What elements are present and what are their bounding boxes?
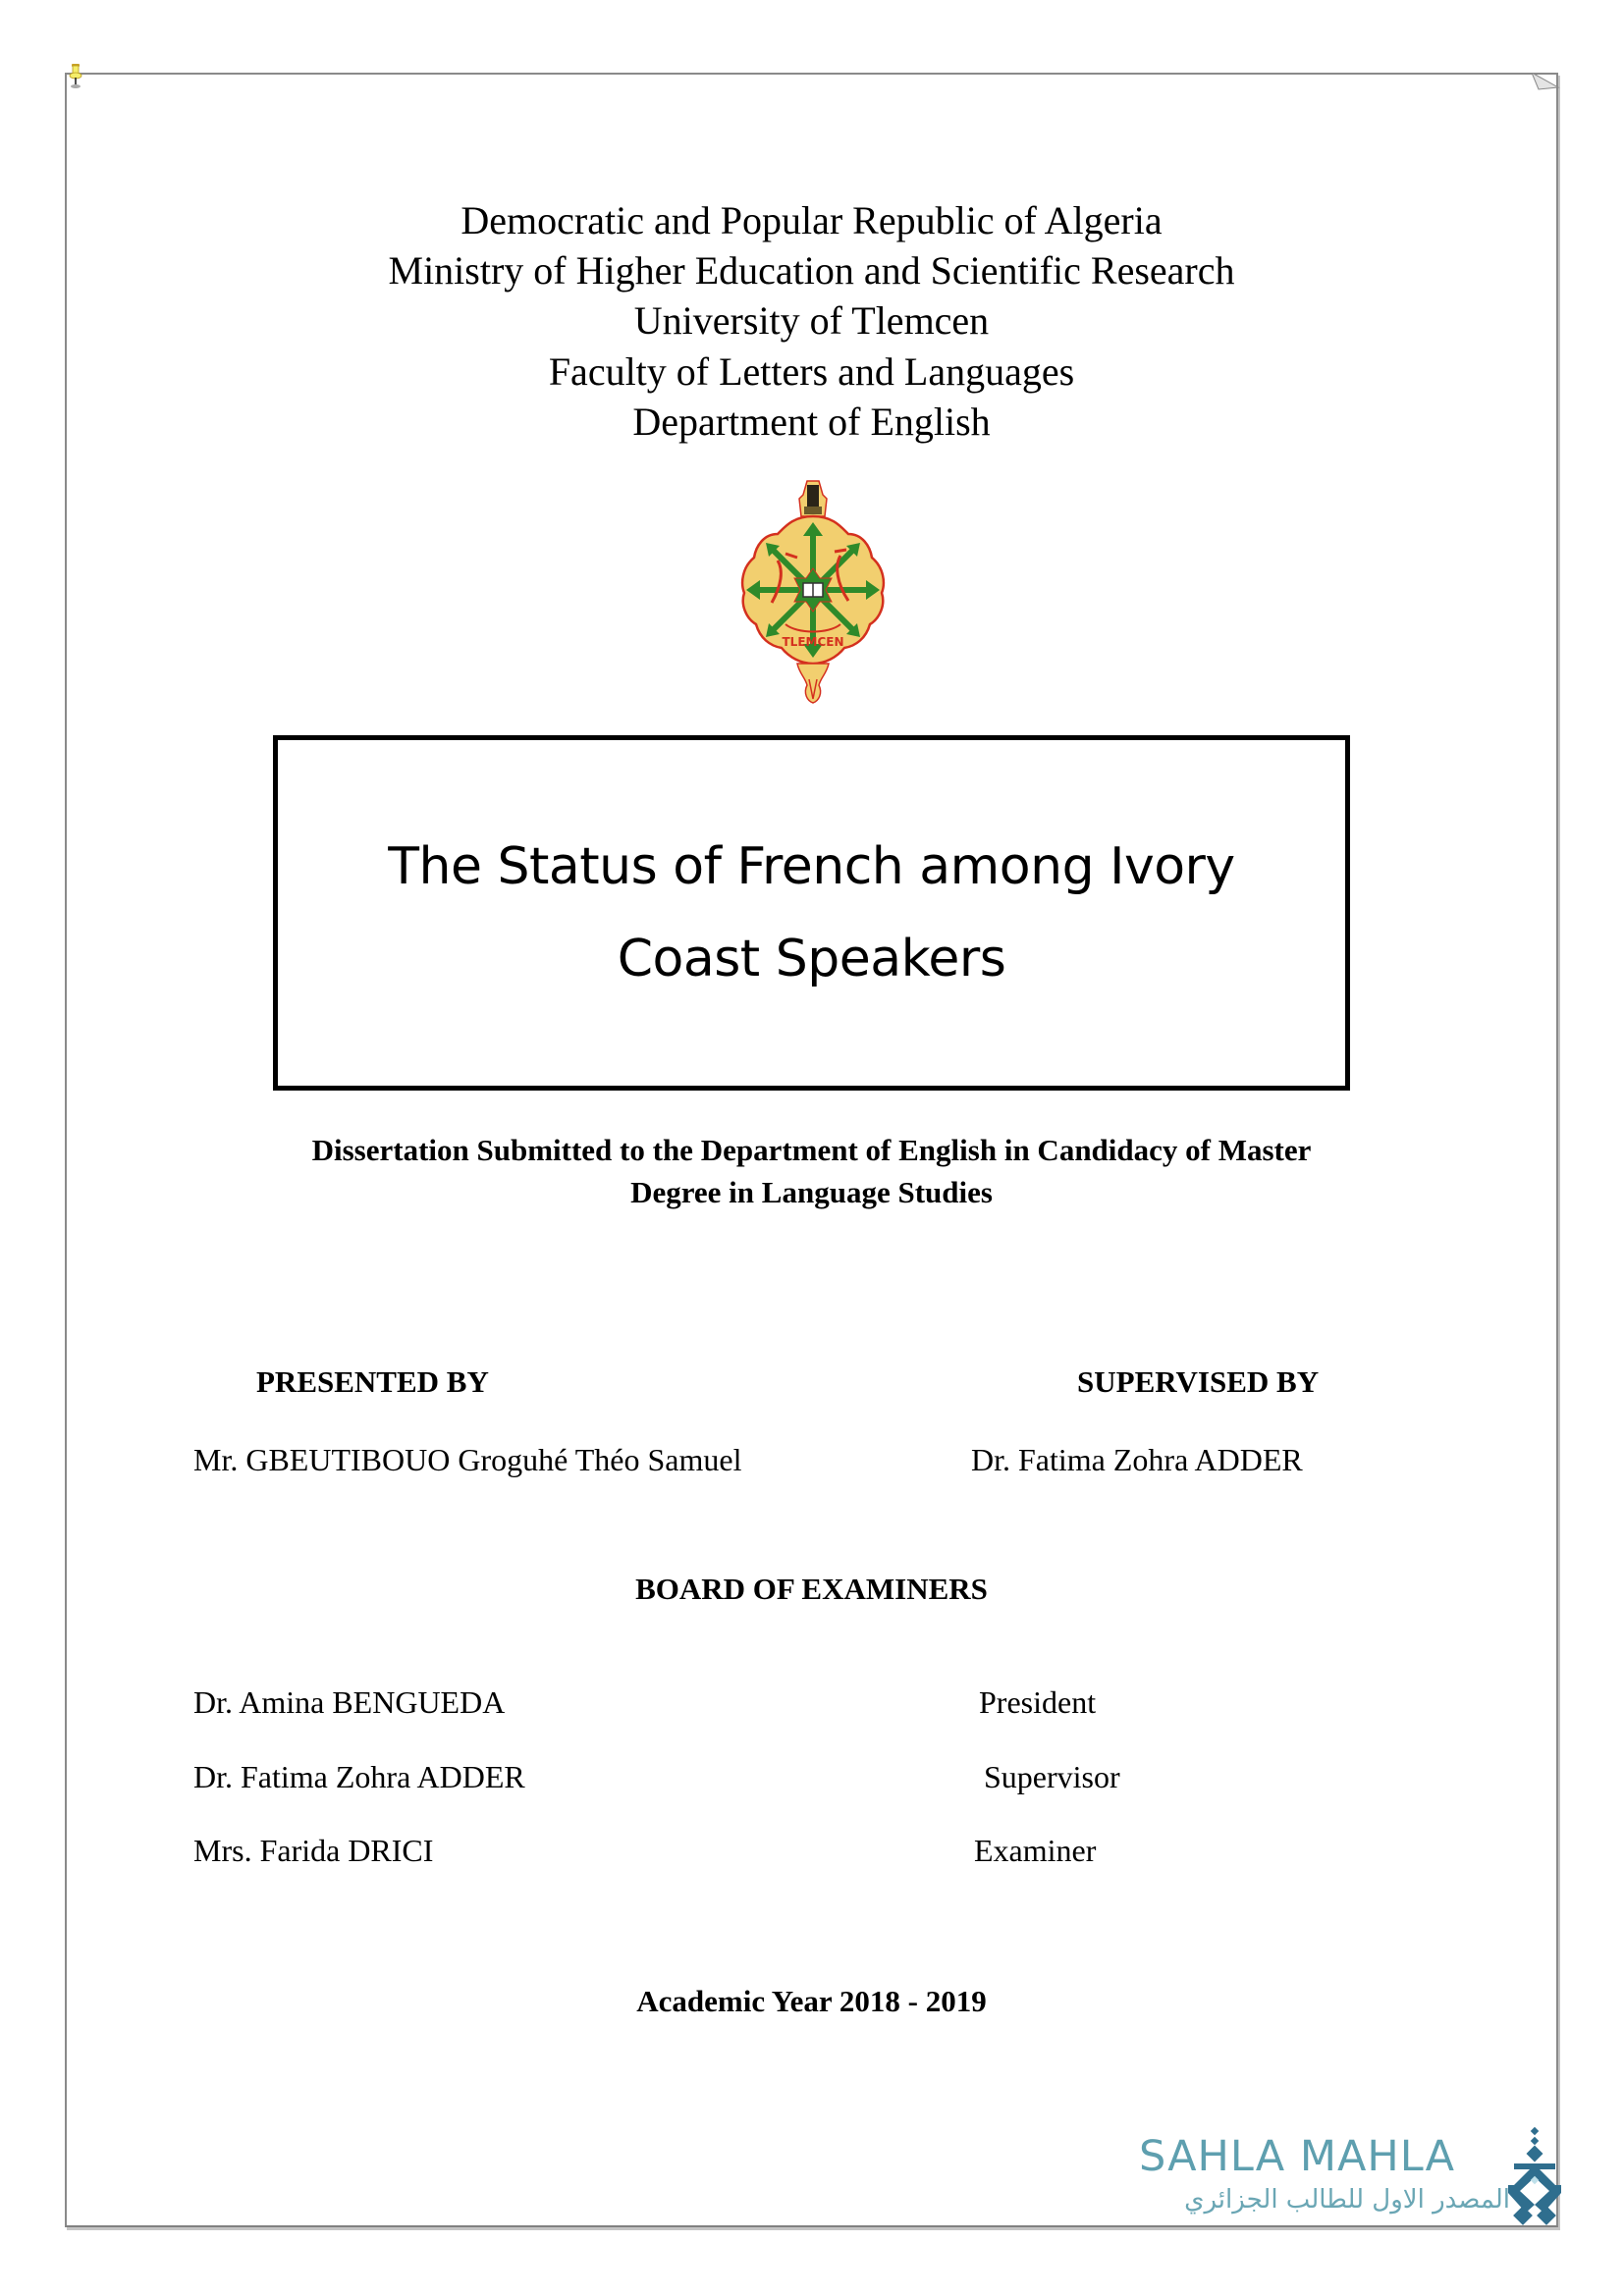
svg-text:TLEMCEN: TLEMCEN xyxy=(782,635,844,649)
examiner-role: Examiner xyxy=(974,1833,1097,1868)
examiner-name: Dr. Fatima Zohra ADDER xyxy=(193,1759,525,1794)
supervised-by-label: SUPERVISED BY xyxy=(1077,1364,1320,1399)
examiner-name: Mrs. Farida DRICI xyxy=(193,1833,434,1868)
pushpin-icon xyxy=(68,63,83,90)
sahla-mahla-emblem-icon xyxy=(1504,2124,1565,2228)
sahla-mahla-brand: SAHLA MAHLA xyxy=(1139,2132,1456,2181)
examiner-role: President xyxy=(979,1684,1097,1720)
presented-by-label: PRESENTED BY xyxy=(256,1364,489,1399)
sahla-mahla-watermark xyxy=(1139,2120,1563,2230)
board-heading: BOARD OF EXAMINERS xyxy=(635,1572,988,1606)
examiner-name: Dr. Amina BENGUEDA xyxy=(193,1684,506,1720)
supervisor-name: Dr. Fatima Zohra ADDER xyxy=(971,1442,1303,1477)
university-emblem-icon xyxy=(738,477,888,705)
thesis-title-box xyxy=(273,735,1350,1091)
header-department: Department of English xyxy=(632,400,991,444)
thesis-title-line-2: Coast Speakers xyxy=(617,930,1006,988)
page-fold-corner-icon xyxy=(1532,71,1561,92)
header-country: Democratic and Popular Republic of Algeria xyxy=(460,198,1163,242)
header-university: University of Tlemcen xyxy=(633,298,990,343)
examiner-role: Supervisor xyxy=(984,1759,1120,1794)
academic-year: Academic Year 2018 - 2019 xyxy=(636,1984,987,2018)
dissertation-line-1: Dissertation Submitted to the Department of English in Candidacy of Master xyxy=(311,1133,1312,1167)
student-name: Mr. GBEUTIBOUO Groguhé Théo Samuel xyxy=(193,1442,742,1477)
thesis-title xyxy=(278,821,1345,1005)
dissertation-line-2: Degree in Language Studies xyxy=(630,1175,993,1209)
dissertation-statement xyxy=(65,1129,1558,1213)
sahla-mahla-tagline: المصدر الاول للطالب الجزائري xyxy=(1184,2185,1510,2215)
thesis-title-line-1: The Status of French among Ivory xyxy=(388,837,1235,896)
header-faculty: Faculty of Letters and Languages xyxy=(548,349,1075,394)
header-ministry: Ministry of Higher Education and Scientific Research xyxy=(388,248,1235,293)
